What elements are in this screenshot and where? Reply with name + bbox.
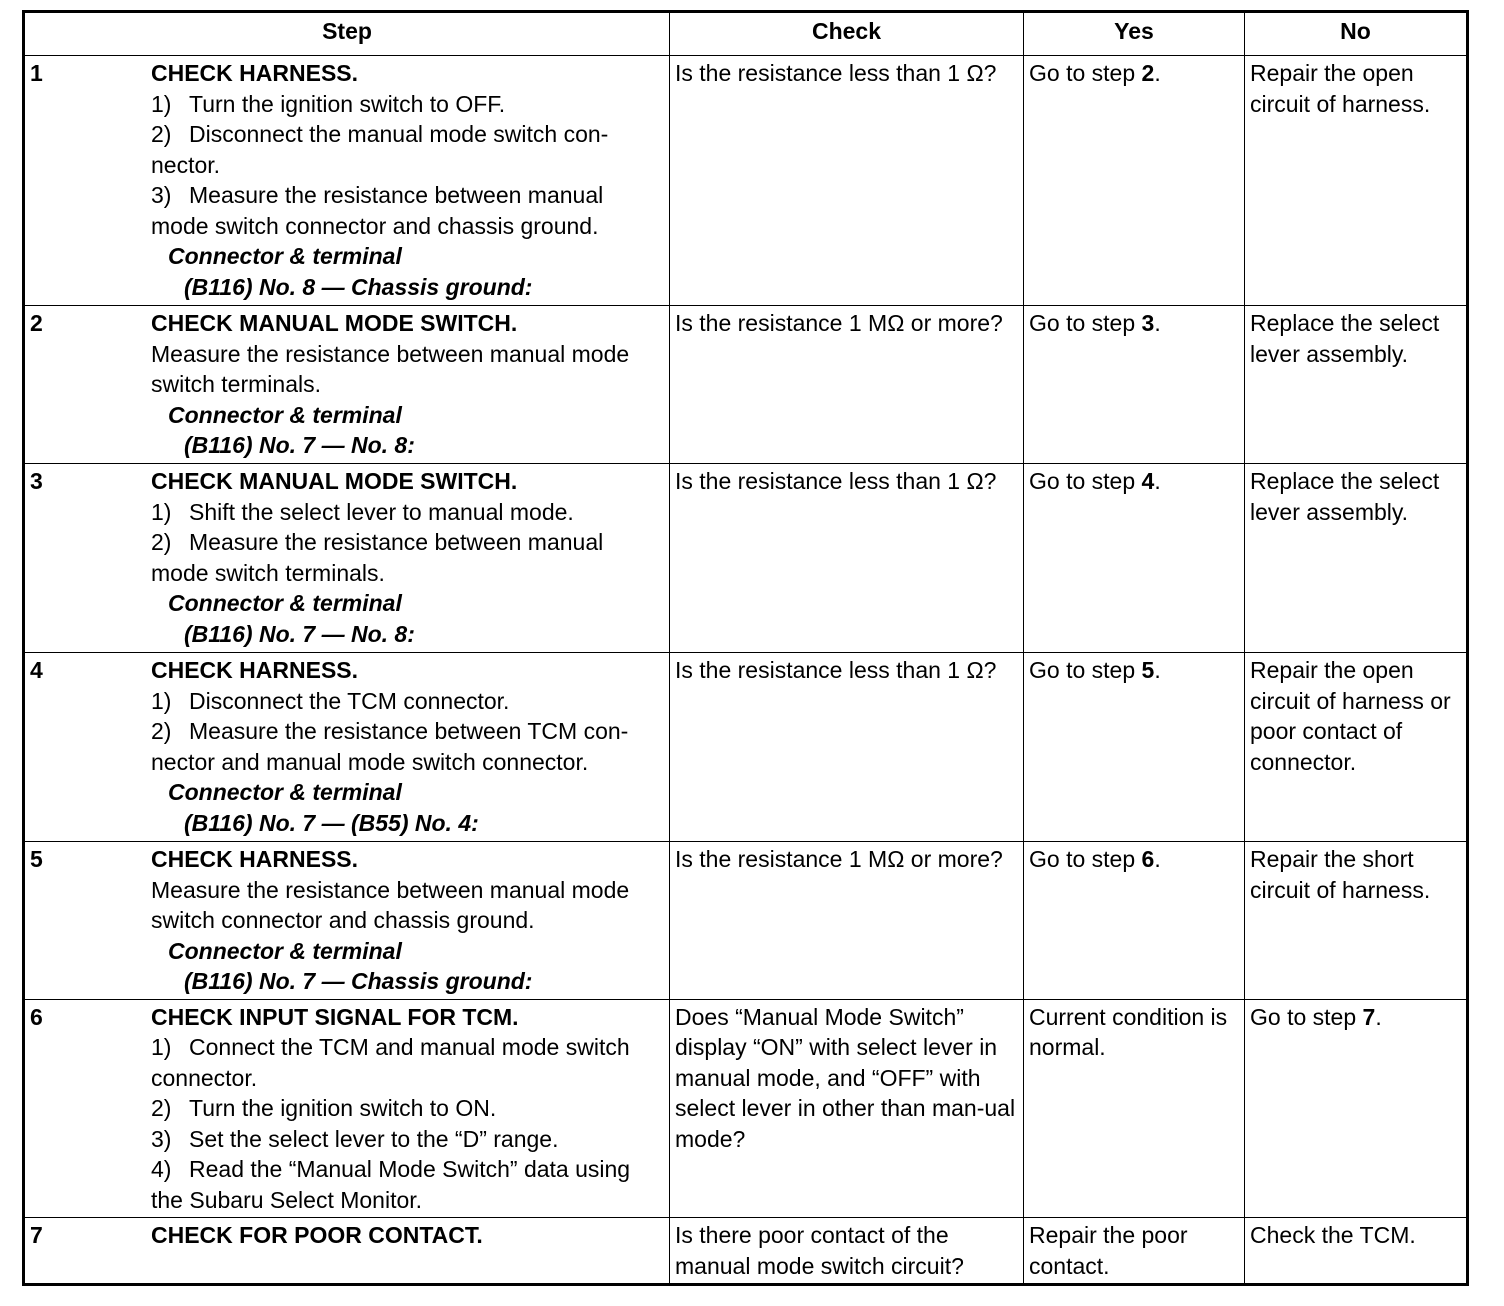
yes-suffix: . xyxy=(1154,310,1161,336)
step-number: 2 xyxy=(30,310,43,336)
instruction-text: Shift the select lever to manual mode. xyxy=(189,498,574,525)
instruction-text: nector and manual mode switch connector. xyxy=(151,748,589,775)
step-cell xyxy=(24,999,670,1218)
check-cell: Is there poor contact of the manual mode switch circuit? xyxy=(670,1218,1024,1285)
instruction-text: switch connector and chassis ground. xyxy=(151,907,535,933)
step-body xyxy=(151,58,665,302)
step-cell xyxy=(24,1218,670,1285)
instruction-number: 2) xyxy=(151,121,172,147)
instruction-number: 1) xyxy=(151,90,172,117)
instruction-text: Turn the ignition switch to ON. xyxy=(189,1095,497,1121)
step-cell xyxy=(24,464,670,653)
header-no: No xyxy=(1245,12,1468,56)
no-cell xyxy=(1245,842,1468,1000)
step-number: 6 xyxy=(30,1003,43,1030)
yes-step-number: 4 xyxy=(1141,468,1155,494)
yes-suffix: . xyxy=(1154,468,1161,494)
step-instruction xyxy=(151,1124,665,1155)
instruction-text: connector. xyxy=(151,1064,258,1091)
step-instruction xyxy=(151,211,665,242)
instruction-text: Read the “Manual Mode Switch” data using xyxy=(189,1156,631,1182)
step-instruction xyxy=(151,716,665,747)
step-number: 5 xyxy=(30,846,43,872)
step-title: CHECK INPUT SIGNAL FOR TCM. xyxy=(151,1003,519,1030)
step-title: CHECK MANUAL MODE SWITCH. xyxy=(151,468,518,494)
instruction-text: Turn the ignition switch to OFF. xyxy=(189,90,506,117)
step-number: 4 xyxy=(30,657,43,683)
instruction-number: 1) xyxy=(151,498,172,525)
instruction-text: Measure the resistance between manual xyxy=(189,529,604,555)
yes-suffix: . xyxy=(1154,60,1161,86)
step-instruction xyxy=(151,1185,665,1216)
instruction-text: mode switch connector and chassis ground. xyxy=(151,212,599,239)
header-check: Check xyxy=(670,12,1024,56)
step-body xyxy=(151,844,665,997)
step-body xyxy=(151,466,665,649)
instruction-number: 4) xyxy=(151,1156,172,1182)
step-title: CHECK FOR POOR CONTACT. xyxy=(151,1222,483,1248)
step-instruction xyxy=(151,497,665,528)
yes-cell xyxy=(1024,306,1245,464)
header-step: Step xyxy=(24,12,670,56)
step-instruction xyxy=(151,747,665,778)
no-step-number: 7 xyxy=(1362,1003,1376,1030)
step-instruction xyxy=(151,369,665,400)
step-instruction xyxy=(151,150,665,181)
no-text: Replace the select lever assembly. xyxy=(1250,468,1440,525)
step-number: 7 xyxy=(30,1222,43,1248)
yes-step-number: 6 xyxy=(1141,846,1155,872)
no-cell xyxy=(1245,1218,1468,1285)
table-row xyxy=(24,653,1468,842)
step-instruction xyxy=(151,1032,665,1063)
connector-label: Connector & terminal xyxy=(168,779,402,805)
step-instruction xyxy=(151,1093,665,1124)
step-instruction xyxy=(151,119,665,150)
no-cell xyxy=(1245,56,1468,306)
no-text: Repair the short circuit of harness. xyxy=(1250,846,1431,903)
no-text: Repair the open circuit of harness or poor contact of connector. xyxy=(1250,657,1451,775)
terminal-spec: (B116) No. 8 — Chassis ground: xyxy=(184,273,533,300)
instruction-number: 2) xyxy=(151,529,172,555)
step-instruction xyxy=(151,686,665,717)
instruction-number: 3) xyxy=(151,1125,172,1152)
instruction-text: Measure the resistance between TCM con- xyxy=(189,718,629,744)
yes-step-number: 3 xyxy=(1141,310,1155,336)
step-number: 1 xyxy=(30,60,43,86)
step-instruction xyxy=(151,180,665,211)
instruction-number: 3) xyxy=(151,182,172,208)
step-instruction xyxy=(151,527,665,558)
yes-text: Repair the poor contact. xyxy=(1029,1222,1188,1279)
no-cell xyxy=(1245,653,1468,842)
check-cell: Is the resistance 1 MΩ or more? xyxy=(670,306,1024,464)
yes-step-number: 5 xyxy=(1141,657,1155,683)
terminal-spec: (B116) No. 7 — Chassis ground: xyxy=(184,968,533,994)
table-row xyxy=(24,999,1468,1218)
step-instruction xyxy=(151,1063,665,1094)
terminal-spec: (B116) No. 7 — No. 8: xyxy=(184,432,415,458)
instruction-text: nector. xyxy=(151,151,221,178)
step-instruction xyxy=(151,89,665,120)
yes-suffix: . xyxy=(1154,846,1161,872)
yes-cell xyxy=(1024,999,1245,1218)
step-body xyxy=(151,1220,665,1251)
instruction-text: the Subaru Select Monitor. xyxy=(151,1186,423,1213)
connector-label: Connector & terminal xyxy=(168,243,402,269)
yes-suffix: . xyxy=(1154,657,1161,683)
step-instruction xyxy=(151,339,665,370)
check-cell: Is the resistance less than 1 Ω? xyxy=(670,56,1024,306)
yes-step-number: 2 xyxy=(1141,60,1155,86)
step-body xyxy=(151,308,665,461)
step-instruction xyxy=(151,905,665,936)
instruction-number: 1) xyxy=(151,1034,172,1060)
yes-text: Go to step xyxy=(1029,846,1142,872)
yes-cell xyxy=(1024,653,1245,842)
instruction-text: Measure the resistance between manual mode xyxy=(151,340,630,367)
no-cell xyxy=(1245,464,1468,653)
table-row xyxy=(24,306,1468,464)
instruction-text: Disconnect the manual mode switch con- xyxy=(189,121,609,147)
yes-text: Go to step xyxy=(1029,468,1142,494)
no-text: Check the TCM. xyxy=(1250,1222,1416,1248)
instruction-number: 2) xyxy=(151,1095,172,1121)
terminal-spec: (B116) No. 7 — (B55) No. 4: xyxy=(184,809,479,836)
header-row xyxy=(24,12,1468,56)
yes-text: Current condition is normal. xyxy=(1029,1003,1228,1060)
step-body xyxy=(151,655,665,838)
instruction-text: Set the select lever to the “D” range. xyxy=(189,1125,559,1152)
step-cell xyxy=(24,56,670,306)
instruction-number: 1) xyxy=(151,687,172,714)
yes-cell xyxy=(1024,842,1245,1000)
yes-cell xyxy=(1024,464,1245,653)
header-yes: Yes xyxy=(1024,12,1245,56)
step-title: CHECK MANUAL MODE SWITCH. xyxy=(151,310,518,336)
yes-text: Go to step xyxy=(1029,657,1142,683)
connector-label: Connector & terminal xyxy=(168,937,402,964)
check-cell: Is the resistance less than 1 Ω? xyxy=(670,464,1024,653)
diagnostic-table xyxy=(22,10,1469,1286)
step-body xyxy=(151,1002,665,1216)
step-title: CHECK HARNESS. xyxy=(151,60,359,86)
table-row xyxy=(24,464,1468,653)
connector-label: Connector & terminal xyxy=(168,401,402,428)
no-cell xyxy=(1245,999,1468,1218)
connector-label: Connector & terminal xyxy=(168,590,402,616)
step-number: 3 xyxy=(30,468,43,494)
table-row xyxy=(24,842,1468,1000)
instruction-text: switch terminals. xyxy=(151,371,321,397)
no-text: Go to step xyxy=(1250,1003,1363,1030)
no-text: Repair the open circuit of harness. xyxy=(1250,60,1431,117)
no-suffix: . xyxy=(1375,1003,1382,1030)
table-row xyxy=(24,56,1468,306)
no-text: Replace the select lever assembly. xyxy=(1250,310,1440,367)
instruction-text: Measure the resistance between manual mode xyxy=(151,876,630,903)
terminal-spec: (B116) No. 7 — No. 8: xyxy=(184,620,415,647)
check-cell: Is the resistance less than 1 Ω? xyxy=(670,653,1024,842)
step-cell xyxy=(24,306,670,464)
step-instruction xyxy=(151,558,665,589)
instruction-text: Measure the resistance between manual xyxy=(189,182,604,208)
instruction-text: Connect the TCM and manual mode switch xyxy=(189,1034,630,1060)
instruction-text: Disconnect the TCM connector. xyxy=(189,687,510,714)
step-cell xyxy=(24,842,670,1000)
yes-text: Go to step xyxy=(1029,60,1142,86)
check-cell: Does “Manual Mode Switch” display “ON” with select lever in manual mode, and “OFF” with select lever in other than man-ual mode? xyxy=(670,999,1024,1218)
instruction-text: mode switch terminals. xyxy=(151,559,385,586)
yes-cell xyxy=(1024,1218,1245,1285)
instruction-number: 2) xyxy=(151,718,172,744)
table-row xyxy=(24,1218,1468,1285)
step-title: CHECK HARNESS. xyxy=(151,846,359,872)
step-instruction xyxy=(151,1154,665,1185)
yes-text: Go to step xyxy=(1029,310,1142,336)
no-cell xyxy=(1245,306,1468,464)
step-cell xyxy=(24,653,670,842)
step-title: CHECK HARNESS. xyxy=(151,657,359,683)
check-cell: Is the resistance 1 MΩ or more? xyxy=(670,842,1024,1000)
step-instruction xyxy=(151,875,665,906)
yes-cell xyxy=(1024,56,1245,306)
